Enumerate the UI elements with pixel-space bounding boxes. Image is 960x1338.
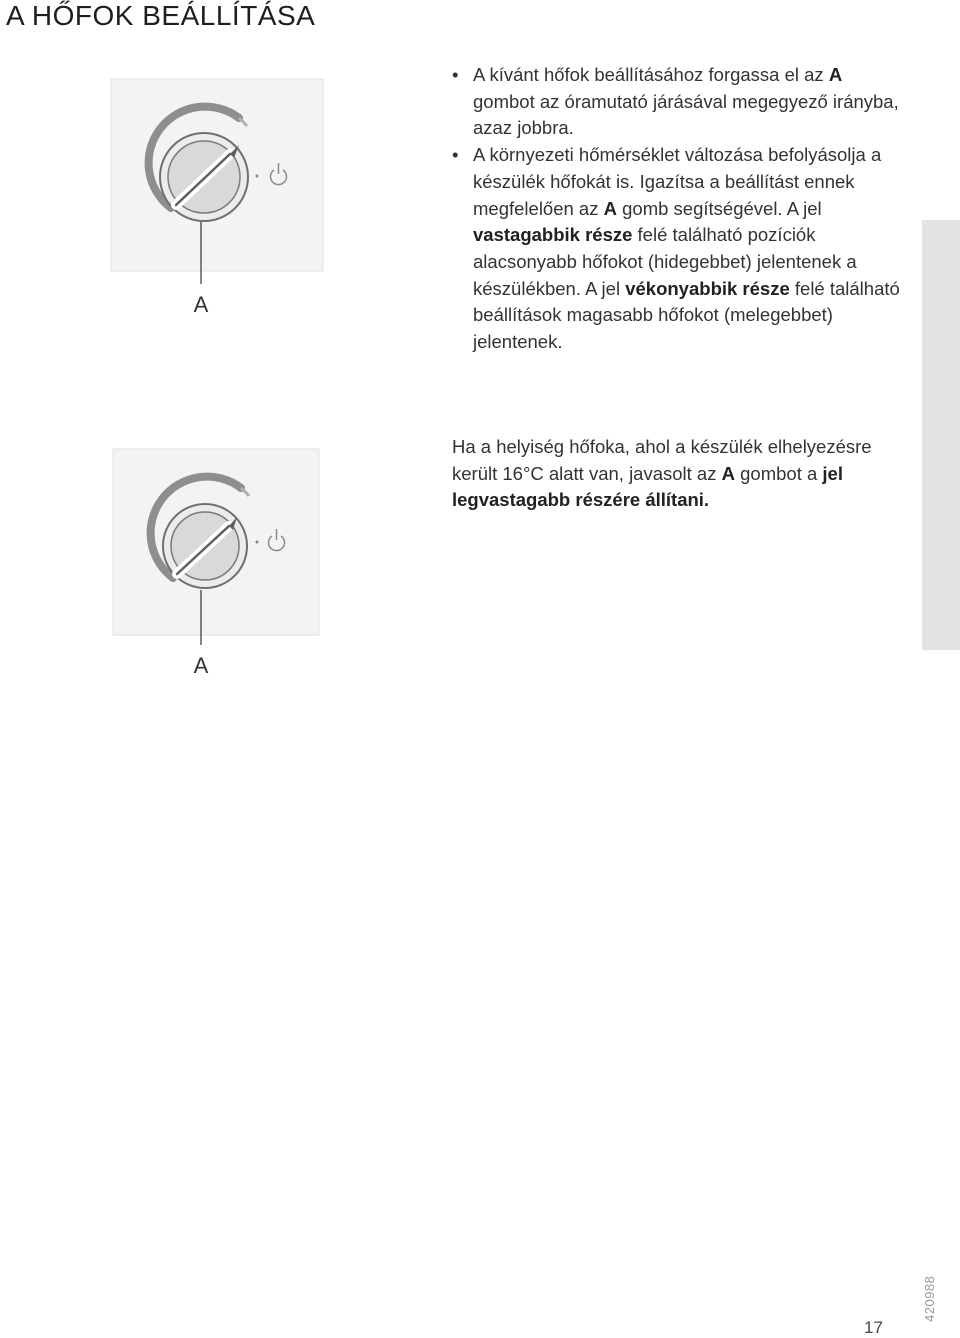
instruction-text: A környezeti hőmérséklet változása befolyásolja a készülék hőfokát is. Igazítsa a beállítást ennek megfelelően az A gomb segítségével. A jel vastagabbik része felé található pozíciók alacsonyabb hőfokot (hidegebbet) jelentenek a készülékben. A jel vékonyabbik része felé található beállítások magasabb hőfokot (melegebbet) jelentenek. — [473, 144, 900, 353]
bullet-marker: • — [452, 144, 459, 166]
chapter-side-tab — [922, 220, 960, 650]
document-code: 420988 — [922, 1275, 937, 1322]
page-title: A HŐFOK BEÁLLÍTÁSA — [6, 0, 316, 31]
callout-label-a: A — [193, 653, 209, 678]
indicator-dot — [256, 175, 259, 178]
low-temperature-note: Ha a helyiség hőfoka, ahol a készülék elhelyezésre került 16°C alatt van, javasolt az A gombot a jel legvastagabb részére állítani. — [452, 436, 872, 511]
bullet-marker: • — [452, 64, 459, 85]
thermostat-knob-figure-2 — [105, 440, 335, 685]
thermostat-knob[interactable] — [163, 504, 247, 588]
instruction-item — [452, 62, 902, 142]
indicator-dot — [256, 541, 259, 544]
instruction-list — [452, 62, 902, 356]
thermostat-knob[interactable] — [160, 133, 248, 221]
thermostat-knob-illustration — [105, 440, 335, 685]
thermostat-knob-figure-1 — [105, 72, 335, 322]
thermostat-knob-illustration — [105, 72, 335, 322]
page-number: 17 — [864, 1318, 883, 1337]
instruction-text: A kívánt hőfok beállításához forgassa el az A gombot az óramutató járásával megegyező irányba, azaz jobbra. — [473, 64, 899, 139]
instruction-item — [452, 142, 902, 356]
callout-label-a: A — [193, 292, 209, 317]
